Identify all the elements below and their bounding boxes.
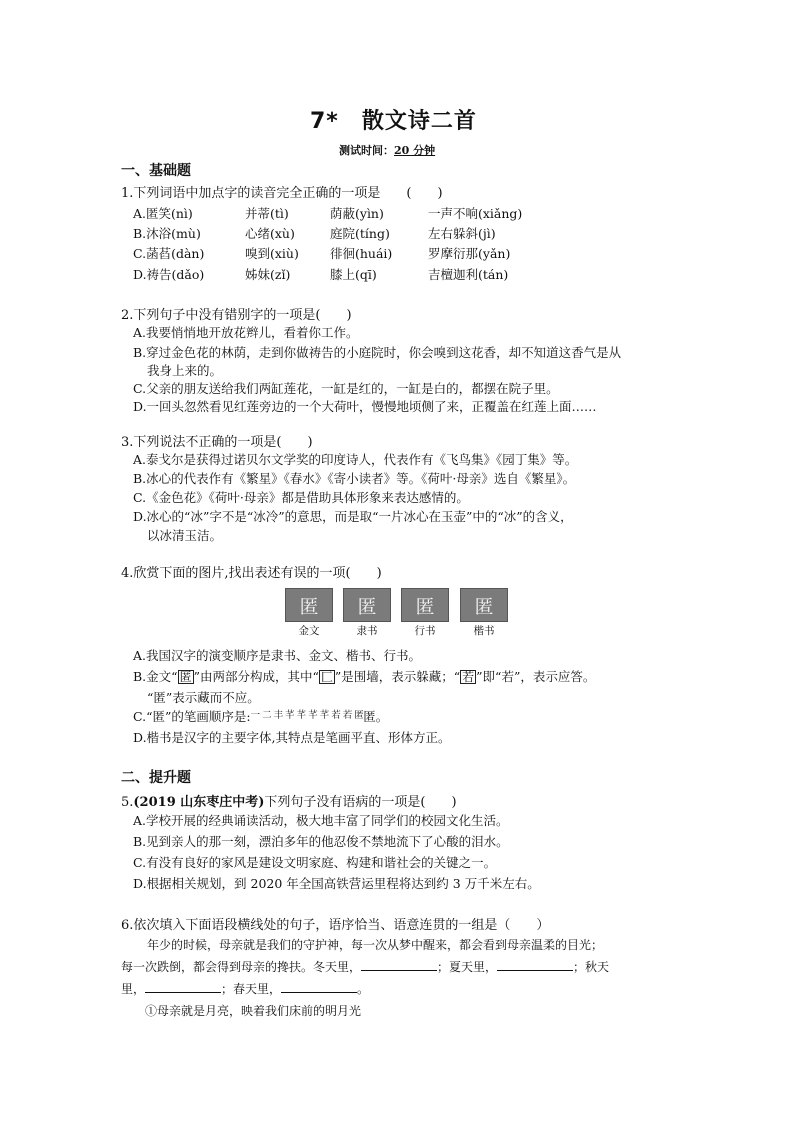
q1-d-3: 膝上(qī): [330, 267, 377, 282]
q2-stem: 2.下列句子中没有错别字的一项是( ): [121, 308, 352, 323]
q3-option-a: A.泰戈尔是获得过诺贝尔文学奖的印度诗人，代表作有《飞鸟集》《园丁集》等。: [133, 452, 578, 467]
q1-d-2: 姊妹(zǐ): [245, 267, 291, 282]
section-advanced: 二、提升题: [121, 770, 191, 786]
q6-p3-a: 里，: [121, 982, 146, 996]
q1-c-3: 徘徊(huái): [330, 246, 393, 261]
tile-caption-xingshu: 行书: [414, 625, 436, 637]
q1-a-2: 并蒂(tì): [245, 206, 289, 221]
q4-b-suffix: ”即“若”，表示应答。: [476, 669, 596, 684]
q1-c-4: 罗摩衍那(yǎn): [428, 246, 511, 261]
q6-p3-c: 。: [357, 982, 370, 996]
q4-option-b: [133, 667, 595, 685]
q2-option-b-cont: 我身上来的。: [147, 363, 223, 378]
section-basic: 一、基础题: [121, 163, 191, 179]
q5-number: 5.: [121, 795, 134, 810]
tile-caption-lishu: 隶书: [356, 625, 378, 637]
jinwen-glyph-icon: 匿: [179, 670, 192, 684]
q1-b-2: 心绪(xù): [245, 226, 295, 241]
blank-3[interactable]: [145, 980, 221, 993]
q3-option-d-cont: 以冰清玉洁。: [147, 528, 223, 543]
q3-stem: 3.下列说法不正确的一项是( ): [121, 435, 313, 450]
q6-p3-b: ；春天里，: [221, 982, 282, 996]
q1-b-4: 左右躲斜(jì): [428, 226, 496, 241]
test-time-label: 测试时间：: [339, 144, 394, 157]
q4-option-a: A.我国汉字的演变顺序是隶书、金文、楷书、行书。: [133, 648, 422, 663]
page-title: 7* 散文诗二首: [310, 109, 477, 134]
q6-p2-a: 每一次跌倒，都会得到母亲的搀扶。冬天里，: [121, 960, 362, 974]
q4-b-mid1: ”由两部分构成，其中“: [193, 669, 319, 684]
test-time-value: 20 分钟: [394, 144, 436, 157]
q4-option-b-cont: “匿”表示藏而不应。: [147, 690, 260, 705]
stroke-order-sequence: 一 二 丰 芊 芊 芊 芊 若 若 匿: [250, 710, 364, 721]
q4-stem: 4.欣赏下面的图片,找出表述有误的一项( ): [121, 566, 382, 581]
q5-stem: [121, 791, 457, 810]
calligraphy-tile-xingshu: [401, 588, 449, 622]
q6-p2-b: ；夏天里，: [437, 960, 498, 974]
q1-d-4: 吉檀迦利(tán): [428, 267, 509, 282]
q4-b-mid2: ”是围墙，表示躲藏；“: [334, 669, 461, 684]
calligraphy-tile-lishu: [343, 588, 391, 622]
blank-1[interactable]: [361, 958, 437, 971]
q2-option-a: A.我要悄悄地开放花辫儿，看着你工作。: [133, 325, 359, 340]
test-time: [339, 142, 435, 158]
q3-option-d: D.冰心的“冰”字不是“冰冷”的意思，而是取“一片冰心在玉壶”中的“冰”的含义，: [133, 509, 573, 524]
calligraphy-tile-kaishu: [460, 588, 508, 622]
q5-question: 下列句子没有语病的一项是( ): [264, 795, 457, 810]
q4-b-prefix: B.金文“: [133, 669, 178, 684]
q5-source: (2019 山东枣庄中考): [133, 795, 265, 810]
tile-glyph: 匿: [357, 595, 377, 618]
q6-stem: 6.依次填入下面语段横线处的句子，语序恰当、语意连贯的一组是（ ）: [121, 918, 550, 933]
enclosure-glyph-icon: 匚: [320, 670, 333, 684]
q4-option-c: [133, 707, 388, 725]
q1-b-1: B.沐浴(mù): [133, 226, 201, 241]
q1-c-1: C.菡萏(dàn): [133, 246, 205, 261]
tile-glyph: 匿: [299, 595, 319, 618]
q4-c-suffix: 匿。: [363, 709, 389, 724]
q5-option-c: C.有没有良好的家风是建设文明家庭、构建和谐社会的关键之一。: [133, 855, 497, 870]
q2-option-c: C.父亲的朋友送给我们两缸莲花，一缸是红的，一缸是白的，都摆在院子里。: [133, 381, 559, 396]
ruo-glyph-icon: 若: [462, 670, 475, 684]
tile-glyph: 匿: [415, 595, 435, 618]
tile-caption-jinwen: 金文: [298, 625, 320, 637]
q4-option-d: D.楷书是汉字的主要字体,其特点是笔画平直、形体方正。: [133, 730, 451, 745]
q2-option-d: D.一回头忽然看见红莲旁边的一个大荷叶，慢慢地顷侧了来，正覆盖在红莲上面……: [133, 399, 597, 414]
q5-option-b: B.见到亲人的那一刻，漂泊多年的他忍俊不禁地流下了心酸的泪水。: [133, 834, 509, 849]
q1-b-3: 庭院(tíng): [330, 226, 390, 241]
q1-a-1: A.匿笑(nì): [133, 206, 193, 221]
tile-glyph: 匿: [474, 595, 494, 618]
q1-a-4: 一声不响(xiǎng): [428, 206, 523, 221]
q5-option-d: D.根据相关规划，到 2020 年全国高铁营运里程将达到约 3 万千米左右。: [133, 876, 540, 891]
q1-c-2: 嗅到(xiù): [245, 246, 299, 261]
q4-c-prefix: C.“匿”的笔画顺序是:: [133, 709, 251, 724]
q6-passage-line2: [121, 958, 609, 975]
q1-d-1: D.祷告(dǎo): [133, 267, 205, 282]
q3-option-b: B.冰心的代表作有《繁星》《春水》《寄小读者》等。《荷叶·母亲》选自《繁星》。: [133, 471, 576, 486]
q6-passage-line1: 年少的时候，母亲就是我们的守护神，每一次从梦中醒来，都会看到母亲温柔的目光；: [147, 938, 604, 952]
q6-p2-c: ；秋天: [573, 960, 610, 974]
q1-stem: 1.下列词语中加点字的读音完全正确的一项是 ( ): [121, 186, 443, 201]
q6-item-1: ①母亲就是月亮，映着我们床前的明月光: [145, 1004, 362, 1018]
calligraphy-tile-jinwen: [285, 588, 333, 622]
blank-4[interactable]: [281, 980, 357, 993]
blank-2[interactable]: [497, 958, 573, 971]
q1-a-3: 荫蔽(yìn): [330, 206, 384, 221]
tile-caption-kaishu: 楷书: [473, 625, 495, 637]
q2-option-b: B.穿过金色花的林荫，走到你做祷告的小庭院时，你会嗅到这花香，却不知道这香气是从: [133, 345, 622, 360]
q3-option-c: C.《金色花》《荷叶·母亲》都是借助具体形象来表达感情的。: [133, 490, 469, 505]
q5-option-a: A.学校开展的经典诵读活动，极大地丰富了同学们的校园文化生活。: [133, 813, 509, 828]
q6-passage-line3: [121, 980, 369, 997]
